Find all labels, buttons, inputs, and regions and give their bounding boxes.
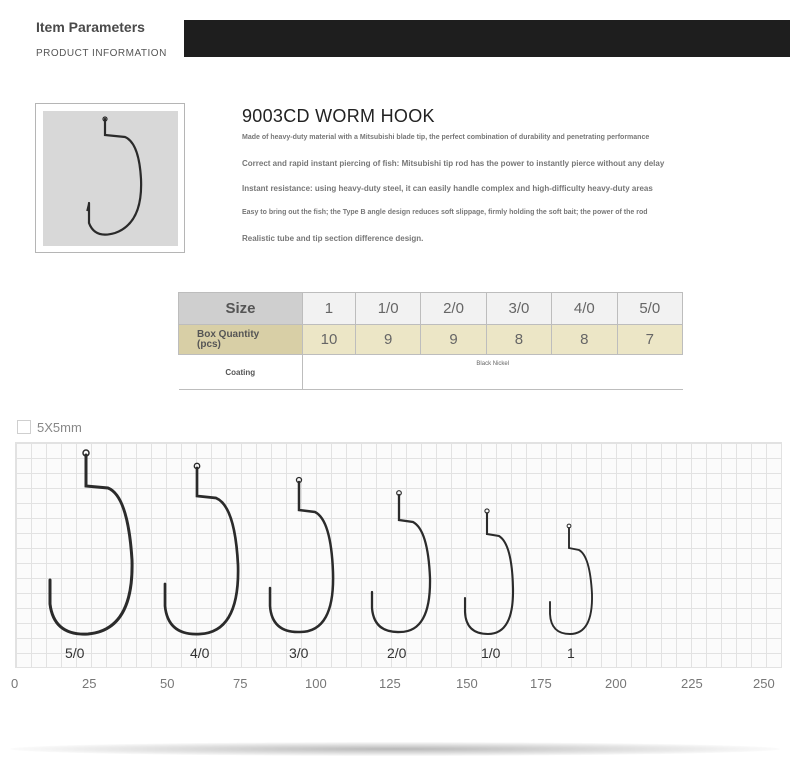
- ruler-tick: 75: [233, 676, 248, 691]
- description-line: Easy to bring out the fish; the Type B angle design reduces soft slippage, firmly holding the soft bait; the power of the rod: [242, 209, 648, 216]
- section-subtitle: PRODUCT INFORMATION: [36, 48, 167, 59]
- bottom-shadow: [10, 742, 780, 756]
- ruler-tick: 0: [11, 676, 19, 691]
- hook-5-0-icon: [50, 450, 132, 634]
- ruler-tick: 25: [82, 676, 97, 691]
- description-line: Made of heavy-duty material with a Mitsubishi blade tip, the perfect combination of durability and penetrating performance: [242, 134, 650, 141]
- grid-legend: 5X5mm: [37, 420, 82, 435]
- size-cell: 4/0: [552, 293, 617, 325]
- hook-4-0-icon: [165, 463, 238, 634]
- size-cell: 3/0: [486, 293, 551, 325]
- coating-header: Coating: [179, 355, 303, 390]
- ruler-tick: 200: [605, 676, 627, 691]
- description-line: Correct and rapid instant piercing of fish: Mitsubishi tip rod has the power to instantly pierce without any delay: [242, 159, 665, 168]
- quantity-header-line1: Box Quantity: [197, 328, 260, 340]
- description-line: Realistic tube and tip section difference design.: [242, 234, 424, 243]
- size-cell: 1/0: [355, 293, 420, 325]
- ruler-tick: 175: [530, 676, 552, 691]
- quantity-cell: 8: [486, 325, 551, 355]
- section-title: Item Parameters: [36, 19, 145, 35]
- hook-size-label: 5/0: [65, 645, 85, 661]
- hook-2-0-icon: [372, 491, 430, 632]
- hook-size-label: 4/0: [190, 645, 210, 661]
- coating-value: Black Nickel: [303, 355, 683, 390]
- ruler-tick: 100: [305, 676, 327, 691]
- size-header: Size: [179, 293, 303, 325]
- hook-size-label: 3/0: [289, 645, 309, 661]
- ruler-tick: 225: [681, 676, 703, 691]
- hook-3-0-icon: [270, 478, 333, 633]
- size-cell: 2/0: [421, 293, 486, 325]
- quantity-cell: 7: [617, 325, 682, 355]
- hook-1-0-icon: [465, 509, 513, 634]
- quantity-cell: 9: [355, 325, 420, 355]
- quantity-cell: 10: [303, 325, 356, 355]
- size-cell: 1: [303, 293, 356, 325]
- ruler-tick: 150: [456, 676, 478, 691]
- ruler-tick: 250: [753, 676, 775, 691]
- hook-1-icon: [550, 524, 592, 634]
- quantity-header-line2: (pcs): [197, 338, 221, 350]
- description-line: Instant resistance: using heavy-duty steel, it can easily handle complex and high-difficulty heavy-duty areas: [242, 184, 653, 193]
- ruler-tick: 50: [160, 676, 175, 691]
- hook-size-label: 1/0: [481, 645, 501, 661]
- ruler-tick: 125: [379, 676, 401, 691]
- product-title: 9003CD WORM HOOK: [242, 106, 435, 126]
- hook-size-label: 2/0: [387, 645, 407, 661]
- hook-size-label: 1: [567, 645, 575, 661]
- quantity-cell: 8: [552, 325, 617, 355]
- quantity-cell: 9: [421, 325, 486, 355]
- size-cell: 5/0: [617, 293, 682, 325]
